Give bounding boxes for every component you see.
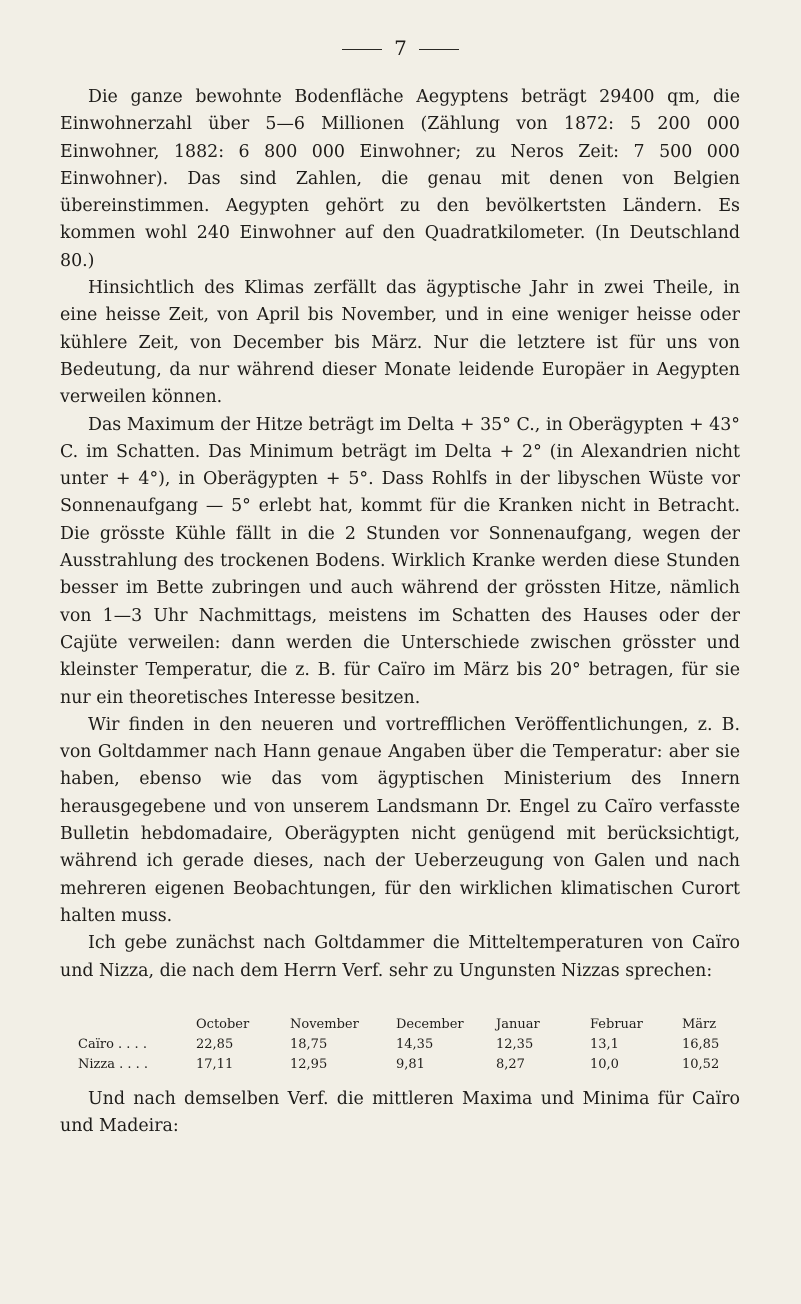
- table-header: Februar: [590, 1017, 643, 1032]
- paragraph-population: Die ganze bewohnte Bodenfläche Aegyptens beträgt 29400 qm, die Einwohnerzahl über 5—6 Millionen (Zählung von 1872: 5 200 000 Einwohner, 1882: 6 800 000 Einwohner; zu Neros Zeit: 7 500 000 Einwohner). Das sind Zahlen, die genau mit denen von Belgien übereinstimmen. Aegypten gehört zu den bevölkertsten Ländern. Es kommen wohl 240 Einwohner auf den Quadratkilometer. (In Deutschland 80.): [60, 87, 740, 271]
- table-cell: 9,81: [396, 1057, 425, 1072]
- paragraph-maxima-minima: Und nach demselben Verf. die mittleren Maxima und Minima für Caïro und Madeira:: [60, 1089, 740, 1137]
- table-cell: 12,95: [290, 1057, 328, 1072]
- paragraph-mean-temperatures: Ich gebe zunächst nach Goltdammer die Mitteltemperaturen von Caïro und Nizza, die nach dem Herrn Verf. sehr zu Ungunsten Nizzas sprechen:: [60, 933, 740, 981]
- table-cell: 8,27: [496, 1057, 525, 1072]
- body-text: [60, 84, 740, 985]
- table-header: März: [682, 1017, 717, 1032]
- table-cell: 13,1: [590, 1037, 619, 1052]
- table-cell: 12,35: [496, 1037, 534, 1052]
- table-header: November: [290, 1017, 359, 1032]
- row-label: Caïro . . . .: [78, 1037, 147, 1052]
- table-header-row: [78, 1015, 728, 1035]
- row-label: Nizza . . . .: [78, 1057, 149, 1072]
- page-number: 7: [0, 36, 801, 60]
- table-header: Januar: [496, 1017, 540, 1032]
- paragraph-temperature: Das Maximum der Hitze beträgt im Delta + 35° C., in Oberägypten + 43° C. im Schatten. Das Minimum beträgt im Delta + 2° (in Alexandrien nicht unter + 4°), in Oberägypten + 5°. Dass Rohlfs in der libyschen Wüste vor Sonnenaufgang — 5° erlebt hat, kommt für die Kranken nicht in Betracht. Die grösste Kühle fällt in die 2 Stunden vor Sonnenaufgang, wegen der Ausstrahlung des trockenen Bodens. Wirklich Kranke werden diese Stunden besser im Bette zubringen und auch während der grössten Hitze, nämlich von 1—3 Uhr Nachmittags, meistens im Schatten des Hauses oder der Cajüte verweilen: dann werden die Unterschiede zwischen grösster und kleinster Temperatur, die z. B. für Caïro im März bis 20° betragen, für sie nur ein theoretisches Interesse besitzen.: [60, 414, 740, 708]
- table-cell: 14,35: [396, 1037, 434, 1052]
- table-cell: 17,11: [196, 1057, 234, 1072]
- table-cell: 16,85: [682, 1037, 720, 1052]
- table-cell: 10,52: [682, 1057, 720, 1072]
- table-cell: 22,85: [196, 1037, 234, 1052]
- table-row: [78, 1055, 728, 1075]
- table-header: October: [196, 1017, 250, 1032]
- paragraph-climate: Hinsichtlich des Klimas zerfällt das ägyptische Jahr in zwei Theile, in eine heisse Zeit, von April bis November, und in eine weniger heisse oder kühlere Zeit, von December bis März. Nur die letztere ist für uns von Bedeutung, da nur während dieser Monate leidende Europäer in Aegypten verweilen können.: [60, 278, 740, 408]
- page-number-dash-right: [419, 49, 459, 50]
- table-cell: 10,0: [590, 1057, 619, 1072]
- table-cell: 18,75: [290, 1037, 328, 1052]
- paragraph-publications: Wir finden in den neueren und vortrefflichen Veröffentlichungen, z. B. von Goltdammer nach Hann genaue Angaben über die Temperatur: aber sie haben, ebenso wie das vom ägyptischen Ministerium des Innern herausgegebene und von unserem Landsmann Dr. Engel zu Caïro verfasste Bulletin hebdomadaire, Oberägypten nicht genügend mit berücksichtigt, während ich gerade dieses, nach der Ueberzeugung von Galen und nach mehreren eigenen Beobachtungen, für den wirklichen klimatischen Curort halten muss.: [60, 714, 740, 926]
- table-row: [78, 1035, 728, 1055]
- page-number-dash-left: [342, 49, 382, 50]
- closing-text: [60, 1086, 740, 1141]
- table-header: December: [396, 1017, 464, 1032]
- temperature-table: [78, 1015, 728, 1075]
